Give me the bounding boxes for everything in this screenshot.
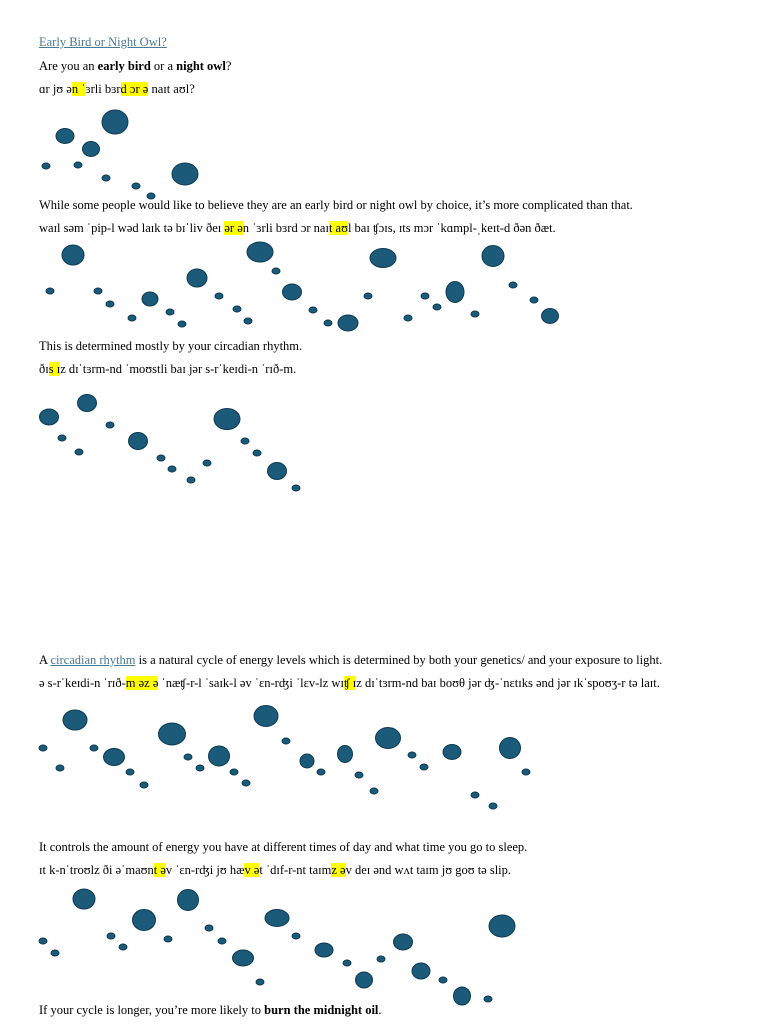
intonation-dot bbox=[214, 409, 240, 430]
intonation-dot bbox=[140, 782, 148, 788]
intonation-dot bbox=[63, 710, 87, 730]
intonation-dot bbox=[484, 996, 492, 1002]
intonation-dot bbox=[56, 765, 64, 771]
intonation-dot bbox=[133, 910, 156, 931]
intonation-dot bbox=[272, 268, 280, 274]
intonation-dot bbox=[78, 395, 97, 412]
intonation-dot bbox=[187, 269, 207, 287]
intonation-dot bbox=[129, 433, 148, 450]
intonation-dot bbox=[309, 307, 317, 313]
intonation-dot bbox=[247, 242, 273, 262]
intonation-dot bbox=[74, 162, 82, 168]
intonation-dot bbox=[282, 738, 290, 744]
intonation-dot bbox=[300, 754, 314, 768]
intonation-dot bbox=[178, 890, 199, 911]
intonation-dot bbox=[522, 769, 530, 775]
paragraph-2: This is determined mostly by your circadian rhythm. bbox=[39, 339, 303, 353]
intonation-dot bbox=[172, 163, 198, 185]
intonation-dot bbox=[338, 315, 358, 331]
intonation-dot bbox=[283, 284, 302, 300]
intonation-dots-5 bbox=[0, 885, 768, 1010]
intonation-dot bbox=[126, 769, 134, 775]
intonation-dot bbox=[265, 910, 289, 927]
phonetic-line-4: ə s-rˈkeɪdi-n ˈrɪð-m əz ə ˈnæʧ-r-l ˈsaɪk-l əv ˈɛn-rʤi ˈlɛv-lz wɪʧ ɪz dɪˈtɜrm-nd baɪ boʊθ jər ʤ-ˈnɛtɪks ənd jər ɪkˈspoʊʒ-r tə laɪt. bbox=[39, 676, 660, 690]
intonation-dot bbox=[315, 943, 333, 957]
intonation-dots-3 bbox=[0, 385, 768, 495]
intonation-dot bbox=[420, 764, 428, 770]
intonation-dot bbox=[128, 315, 136, 321]
intonation-dot bbox=[370, 249, 396, 268]
intonation-dot bbox=[338, 746, 353, 763]
intonation-dot bbox=[184, 754, 192, 760]
intonation-dot bbox=[119, 944, 127, 950]
intonation-dot bbox=[233, 306, 241, 312]
intonation-dot bbox=[489, 803, 497, 809]
intonation-dot bbox=[292, 933, 300, 939]
intonation-dot bbox=[106, 422, 114, 428]
intonation-dot bbox=[215, 293, 223, 299]
intonation-dot bbox=[90, 745, 98, 751]
intonation-dot bbox=[443, 745, 461, 760]
intonation-dot bbox=[454, 987, 471, 1005]
intonation-dot bbox=[94, 288, 102, 294]
intonation-dot bbox=[268, 463, 287, 480]
intonation-dot bbox=[58, 435, 66, 441]
intonation-dot bbox=[42, 163, 50, 169]
intonation-dot bbox=[244, 318, 252, 324]
intonation-dot bbox=[83, 142, 100, 157]
intonation-dots-4 bbox=[0, 700, 768, 815]
intonation-dot bbox=[178, 321, 186, 327]
paragraph-1: While some people would like to believe they are an early bird or night owl by choice, it’s more complicated than that. bbox=[39, 198, 633, 212]
phonetic-line-1: ɑr jʊ ən ˈɜrli bɜrd ɔr ə naɪt aʊl? bbox=[39, 82, 195, 96]
intonation-dot bbox=[471, 311, 479, 317]
intonation-dot bbox=[254, 706, 278, 727]
intonation-dot bbox=[509, 282, 517, 288]
intonation-dot bbox=[356, 972, 373, 988]
intonation-dot bbox=[102, 175, 110, 181]
question-line: Are you an early bird or a night owl? bbox=[39, 59, 232, 73]
intonation-dot bbox=[75, 449, 83, 455]
intonation-dot bbox=[39, 745, 47, 751]
paragraph-3: A circadian rhythm is a natural cycle of energy levels which is determined by both your genetics/ and your exposure to light. bbox=[39, 653, 663, 667]
intonation-dot bbox=[40, 409, 59, 425]
paragraph-5: If your cycle is longer, you’re more likely to burn the midnight oil. bbox=[39, 1003, 382, 1017]
intonation-dot bbox=[233, 950, 254, 966]
intonation-dot bbox=[51, 950, 59, 956]
phonetic-line-3: ðɪs ɪz dɪˈtɜrm-nd ˈmoʊstli baɪ jər s-rˈkeɪdi-n ˈrɪð-m. bbox=[39, 362, 297, 376]
intonation-dot bbox=[159, 723, 186, 745]
intonation-dot bbox=[489, 915, 515, 937]
phonetic-line-5: ɪt k-nˈtroʊlz ði əˈmaʊnt əv ˈɛn-rʤi jʊ hæv ət ˈdɪf-r-nt taɪmz əv deɪ ənd wʌt taɪm jʊ goʊ tə slip. bbox=[39, 863, 512, 877]
phonetic-line-2: waɪl səm ˈpip-l wəd laɪk tə bɪˈliv ðeɪ ər ən ˈɜrli bɜrd ɔr naɪt aʊl baɪ ʧɔɪs, ɪts mɔr ˈkɑmpl-ˌkeɪt-d ðən ðæt. bbox=[39, 221, 556, 235]
intonation-dot bbox=[157, 455, 165, 461]
intonation-dot bbox=[164, 936, 172, 942]
circadian-rhythm-link[interactable]: circadian rhythm bbox=[50, 653, 136, 667]
intonation-dot bbox=[106, 301, 114, 307]
intonation-dot bbox=[256, 979, 264, 985]
intonation-dot bbox=[439, 977, 447, 983]
intonation-dot bbox=[292, 485, 300, 491]
intonation-dot bbox=[471, 792, 479, 798]
intonation-dot bbox=[168, 466, 176, 472]
intonation-dot bbox=[500, 738, 521, 759]
intonation-dot bbox=[253, 450, 261, 456]
page-title[interactable]: Early Bird or Night Owl? bbox=[39, 35, 167, 49]
intonation-dot bbox=[107, 933, 115, 939]
intonation-dot bbox=[242, 780, 250, 786]
intonation-dot bbox=[62, 245, 84, 265]
intonation-dot bbox=[132, 183, 140, 189]
intonation-dot bbox=[433, 304, 441, 310]
intonation-dot bbox=[394, 934, 413, 950]
intonation-dot bbox=[241, 438, 249, 444]
intonation-dot bbox=[364, 293, 372, 299]
intonation-dot bbox=[187, 477, 195, 483]
intonation-dot bbox=[166, 309, 174, 315]
intonation-dot bbox=[218, 938, 226, 944]
intonation-dot bbox=[142, 292, 158, 306]
intonation-dot bbox=[421, 293, 429, 299]
intonation-dot bbox=[370, 788, 378, 794]
intonation-dot bbox=[530, 297, 538, 303]
intonation-dot bbox=[376, 728, 401, 749]
intonation-dot bbox=[377, 956, 385, 962]
intonation-dot bbox=[412, 963, 430, 979]
intonation-dot bbox=[39, 938, 47, 944]
intonation-dot bbox=[343, 960, 351, 966]
intonation-dot bbox=[317, 769, 325, 775]
intonation-dot bbox=[404, 315, 412, 321]
intonation-dot bbox=[73, 889, 95, 909]
intonation-dot bbox=[446, 282, 464, 303]
intonation-dot bbox=[408, 752, 416, 758]
intonation-dot bbox=[56, 129, 74, 144]
paragraph-4: It controls the amount of energy you have at different times of day and what time you go to sleep. bbox=[39, 840, 528, 854]
intonation-dot bbox=[102, 110, 128, 134]
intonation-dot bbox=[196, 765, 204, 771]
intonation-dot bbox=[542, 309, 559, 324]
intonation-dot bbox=[46, 288, 54, 294]
intonation-dot bbox=[205, 925, 213, 931]
intonation-dot bbox=[104, 749, 125, 766]
intonation-dots-2 bbox=[0, 240, 768, 340]
intonation-dot bbox=[324, 320, 332, 326]
intonation-dot bbox=[230, 769, 238, 775]
intonation-dot bbox=[203, 460, 211, 466]
intonation-dot bbox=[355, 772, 363, 778]
intonation-dot bbox=[209, 746, 230, 766]
intonation-dot bbox=[482, 246, 504, 267]
intonation-dots-1 bbox=[0, 100, 768, 210]
